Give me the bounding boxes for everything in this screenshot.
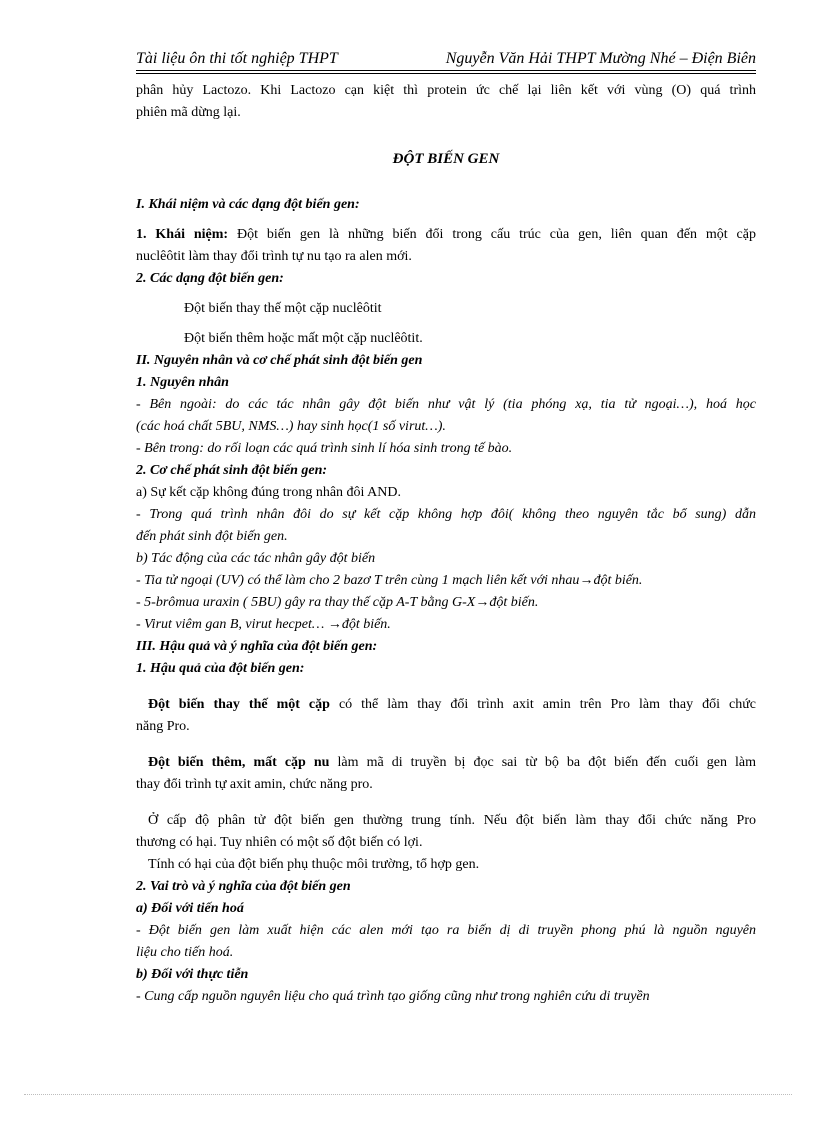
header-author: Nguyễn Văn Hải THPT Mường Nhé – Điện Biên: [445, 50, 756, 67]
cause-external-line-2: (các hoá chất 5BU, NMS…) hay sinh học(1 số virut…).: [136, 419, 446, 434]
consequence-frameshift-line-1: Đột biến thêm, mất cặp nu làm mã di truyền bị đọc sai từ bộ ba đột biến đến cuối gen làm: [148, 755, 757, 770]
type-item-insertion-deletion: Đột biến thêm hoặc mất một cặp nuclêôtit.: [184, 331, 423, 346]
page-bottom-divider: [24, 1094, 792, 1095]
mechanism-heading: 2. Cơ chế phát sinh đột biến gen:: [136, 463, 328, 478]
mechanism-b-uv: - Tia tử ngoại (UV) có thể làm cho 2 bazơ T trên cùng 1 mạch liên kết với nhau→đột biến.: [136, 573, 643, 588]
concept-label: 1. Khái niệm:: [136, 227, 229, 242]
cause-heading: 1. Nguyên nhân: [136, 375, 229, 390]
arrow-icon: →: [475, 595, 490, 610]
concept-paragraph-line-1: [136, 224, 756, 246]
page-header: [136, 46, 756, 74]
consequence-substitution-line-2: năng Pro.: [136, 719, 190, 734]
mechanism-b: b) Tác động của các tác nhân gây đột biến: [136, 551, 376, 566]
mechanism-a-detail-line-1: - Trong quá trình nhân đôi do sự kết cặp không hợp đôi( không theo nguyên tắc bổ sung) dẫn: [136, 507, 756, 522]
harmfulness-note: Tính có hại của đột biến phụ thuộc môi trường, tổ hợp gen.: [148, 857, 480, 872]
arrow-icon: →: [327, 617, 342, 632]
concept-paragraph-line-2: nuclêôtit làm thay đổi trình tự nu tạo ra alen mới.: [136, 249, 412, 264]
evolution-heading: a) Đối với tiến hoá: [136, 901, 244, 916]
document-body: [136, 80, 756, 1008]
evolution-text-line-1: - Đột biến gen làm xuất hiện các alen mới tạo ra biến dị di truyền phong phú là nguồn nguyên: [136, 923, 756, 938]
intro-line-1: phân hủy Lactozo. Khi Lactozo cạn kiệt thì protein ức chế lại liên kết với vùng (O) quá trình: [136, 83, 756, 98]
section-1-heading: I. Khái niệm và các dạng đột biến gen:: [136, 197, 360, 212]
concept-text: Đột biến gen là những biến đổi trong cấu trúc của gen, liên quan đến một cặp: [228, 227, 756, 242]
mechanism-b-virus: - Virut viêm gan B, virut hecpet… →đột biến.: [136, 617, 391, 632]
practice-text: - Cung cấp nguồn nguyên liệu cho quá trình tạo giống cũng như trong nghiên cứu di truyền: [136, 989, 650, 1004]
header-rule-thick: [136, 70, 756, 71]
mechanism-a-detail-line-2: đến phát sinh đột biến gen.: [136, 529, 288, 544]
practice-heading: b) Đối với thực tiễn: [136, 967, 249, 982]
arrow-icon: →: [579, 573, 594, 588]
mechanism-b-5bu: - 5-brômua uraxin ( 5BU) gây ra thay thế cặp A-T bằng G-X→đột biến.: [136, 595, 539, 610]
molecular-level-line-1: Ở cấp độ phân tử đột biến gen thường trung tính. Nếu đột biến làm thay đổi chức năng Pro: [148, 813, 756, 828]
mechanism-a: a) Sự kết cặp không đúng trong nhân đôi AND.: [136, 485, 401, 500]
section-3-heading: III. Hậu quả và ý nghĩa của đột biến gen:: [136, 639, 378, 654]
header-left-title: Tài liệu ôn thi tốt nghiệp THPT: [136, 50, 338, 67]
role-heading: 2. Vai trò và ý nghĩa của đột biến gen: [136, 879, 351, 894]
types-heading: 2. Các dạng đột biến gen:: [136, 271, 284, 286]
cause-external-line-1: - Bên ngoài: do các tác nhân gây đột biến như vật lý (tia phóng xạ, tia tử ngoại…), hoá học: [136, 397, 756, 412]
header-rule-thin: [136, 73, 756, 74]
consequence-heading: 1. Hậu quả của đột biến gen:: [136, 661, 305, 676]
molecular-level-line-2: thương có hại. Tuy nhiên có một số đột biến có lợi.: [136, 835, 423, 850]
type-item-substitution: Đột biến thay thế một cặp nuclêôtit: [184, 301, 382, 316]
page-title: ĐỘT BIẾN GEN: [392, 151, 500, 167]
consequence-frameshift-line-2: thay đổi trình tự axit amin, chức năng pro.: [136, 777, 373, 792]
consequence-substitution-line-1: Đột biến thay thế một cặp có thể làm thay đổi trình axit amin trên Pro làm thay đổi chức: [148, 697, 756, 712]
cause-internal: - Bên trong: do rối loạn các quá trình sinh lí hóa sinh trong tế bào.: [136, 441, 513, 456]
intro-line-2: phiên mã dừng lại.: [136, 105, 241, 120]
evolution-text-line-2: liệu cho tiến hoá.: [136, 945, 234, 960]
section-2-heading: II. Nguyên nhân và cơ chế phát sinh đột biến gen: [136, 353, 423, 368]
